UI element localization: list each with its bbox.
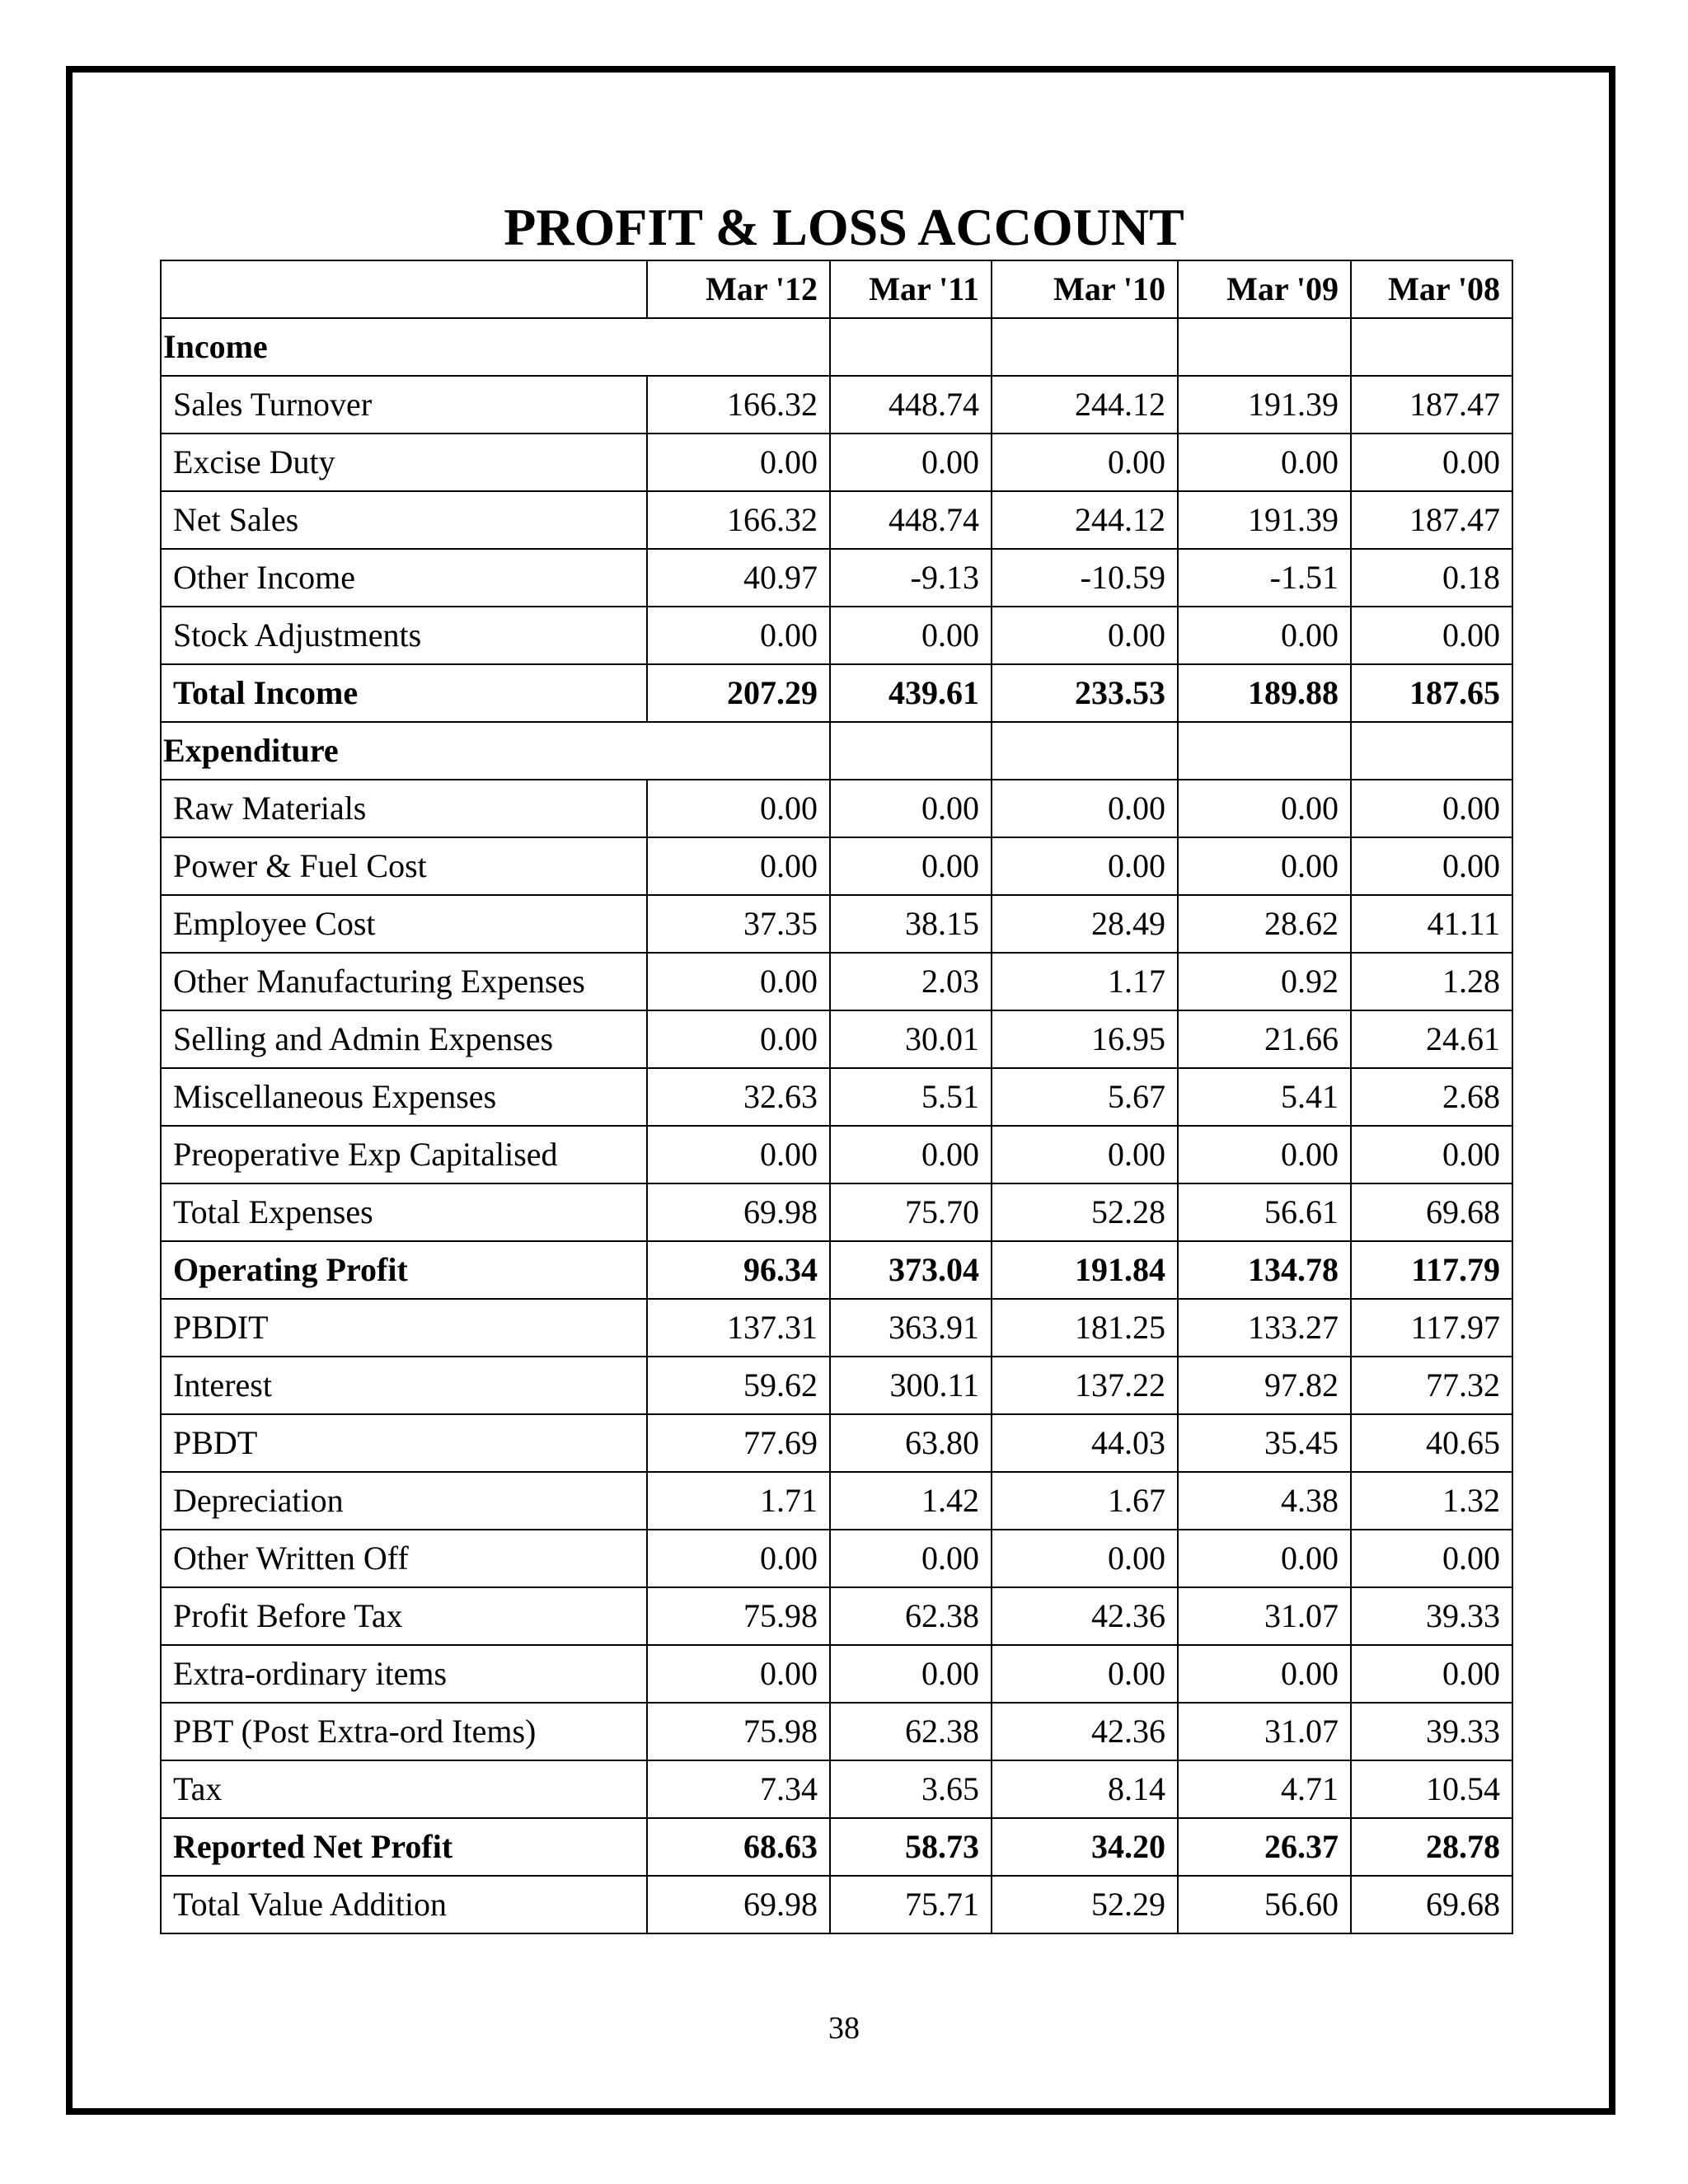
table-row <box>161 664 1512 722</box>
value-cell: 1.32 <box>1351 1472 1512 1530</box>
value-cell: 0.00 <box>992 607 1178 664</box>
value-cell: 28.49 <box>992 895 1178 953</box>
value-cell: 0.00 <box>1351 1530 1512 1587</box>
value-cell: 233.53 <box>992 664 1178 722</box>
value-cell: 166.32 <box>647 376 830 434</box>
value-cell: 448.74 <box>830 491 992 549</box>
table-row <box>161 1241 1512 1299</box>
header-blank-cell <box>161 260 647 318</box>
value-cell: 39.33 <box>1351 1703 1512 1760</box>
value-cell: 0.92 <box>1178 953 1351 1010</box>
empty-cell <box>1351 722 1512 780</box>
value-cell: 0.00 <box>647 1645 830 1703</box>
value-cell: 52.29 <box>992 1876 1178 1933</box>
value-cell: 117.97 <box>1351 1299 1512 1357</box>
table-row <box>161 1126 1512 1183</box>
value-cell: 8.14 <box>992 1760 1178 1818</box>
value-cell: 75.70 <box>830 1183 992 1241</box>
value-cell: 0.00 <box>1178 780 1351 837</box>
value-cell: -1.51 <box>1178 549 1351 607</box>
value-cell: 0.00 <box>1351 780 1512 837</box>
table-row <box>161 1703 1512 1760</box>
value-cell: 0.00 <box>992 837 1178 895</box>
value-cell: 0.00 <box>1178 607 1351 664</box>
table-row <box>161 895 1512 953</box>
value-cell: 0.00 <box>647 1530 830 1587</box>
table-row <box>161 1183 1512 1241</box>
value-cell: 77.32 <box>1351 1357 1512 1414</box>
value-cell: 207.29 <box>647 664 830 722</box>
value-cell: 166.32 <box>647 491 830 549</box>
row-label: Excise Duty <box>161 434 647 491</box>
value-cell: 7.34 <box>647 1760 830 1818</box>
table-row <box>161 1876 1512 1933</box>
value-cell: 0.00 <box>992 1126 1178 1183</box>
value-cell: 0.00 <box>1178 1530 1351 1587</box>
value-cell: 59.62 <box>647 1357 830 1414</box>
table-body <box>161 318 1512 1933</box>
value-cell: 97.82 <box>1178 1357 1351 1414</box>
value-cell: 0.00 <box>647 434 830 491</box>
value-cell: 0.00 <box>830 1126 992 1183</box>
value-cell: 300.11 <box>830 1357 992 1414</box>
value-cell: 32.63 <box>647 1068 830 1126</box>
table-row <box>161 549 1512 607</box>
value-cell: 75.98 <box>647 1703 830 1760</box>
row-label: Extra-ordinary items <box>161 1645 647 1703</box>
value-cell: 58.73 <box>830 1818 992 1876</box>
value-cell: 244.12 <box>992 376 1178 434</box>
value-cell: 10.54 <box>1351 1760 1512 1818</box>
value-cell: 41.11 <box>1351 895 1512 953</box>
row-label: Depreciation <box>161 1472 647 1530</box>
page-number: 38 <box>828 2011 860 2046</box>
row-label: PBDIT <box>161 1299 647 1357</box>
value-cell: 191.39 <box>1178 376 1351 434</box>
table-row <box>161 1530 1512 1587</box>
value-cell: 4.38 <box>1178 1472 1351 1530</box>
row-label: Sales Turnover <box>161 376 647 434</box>
value-cell: 0.00 <box>647 1126 830 1183</box>
value-cell: 181.25 <box>992 1299 1178 1357</box>
value-cell: 62.38 <box>830 1703 992 1760</box>
value-cell: 63.80 <box>830 1414 992 1472</box>
profit-loss-table <box>160 260 1513 1934</box>
value-cell: 117.79 <box>1351 1241 1512 1299</box>
value-cell: 0.00 <box>1178 1126 1351 1183</box>
value-cell: 56.61 <box>1178 1183 1351 1241</box>
value-cell: 26.37 <box>1178 1818 1351 1876</box>
section-heading: Income <box>161 318 830 376</box>
value-cell: 0.00 <box>647 837 830 895</box>
table-row <box>161 953 1512 1010</box>
value-cell: 0.00 <box>1178 837 1351 895</box>
column-header: Mar '09 <box>1178 260 1351 318</box>
value-cell: 77.69 <box>647 1414 830 1472</box>
value-cell: 0.00 <box>992 1645 1178 1703</box>
section-heading-row <box>161 722 1512 780</box>
value-cell: 31.07 <box>1178 1703 1351 1760</box>
value-cell: 191.84 <box>992 1241 1178 1299</box>
column-header: Mar '12 <box>647 260 830 318</box>
row-label: Other Income <box>161 549 647 607</box>
column-header: Mar '10 <box>992 260 1178 318</box>
value-cell: 0.00 <box>647 1010 830 1068</box>
empty-cell <box>1178 318 1351 376</box>
value-cell: 0.00 <box>647 780 830 837</box>
row-label: Reported Net Profit <box>161 1818 647 1876</box>
value-cell: 189.88 <box>1178 664 1351 722</box>
value-cell: 0.00 <box>647 953 830 1010</box>
value-cell: 21.66 <box>1178 1010 1351 1068</box>
row-label: Total Expenses <box>161 1183 647 1241</box>
row-label: Raw Materials <box>161 780 647 837</box>
section-heading: Expenditure <box>161 722 830 780</box>
value-cell: 2.68 <box>1351 1068 1512 1126</box>
value-cell: 69.68 <box>1351 1876 1512 1933</box>
value-cell: 1.67 <box>992 1472 1178 1530</box>
value-cell: 34.20 <box>992 1818 1178 1876</box>
value-cell: 24.61 <box>1351 1010 1512 1068</box>
row-label: Preoperative Exp Capitalised <box>161 1126 647 1183</box>
value-cell: 0.00 <box>992 780 1178 837</box>
value-cell: 439.61 <box>830 664 992 722</box>
empty-cell <box>830 722 992 780</box>
row-label: PBT (Post Extra-ord Items) <box>161 1703 647 1760</box>
value-cell: 52.28 <box>992 1183 1178 1241</box>
value-cell: 187.47 <box>1351 491 1512 549</box>
value-cell: 137.22 <box>992 1357 1178 1414</box>
table-row <box>161 780 1512 837</box>
empty-cell <box>1178 722 1351 780</box>
row-label: PBDT <box>161 1414 647 1472</box>
row-label: Total Value Addition <box>161 1876 647 1933</box>
row-label: Employee Cost <box>161 895 647 953</box>
value-cell: 0.00 <box>1178 434 1351 491</box>
value-cell: 0.00 <box>830 607 992 664</box>
column-header: Mar '08 <box>1351 260 1512 318</box>
value-cell: 68.63 <box>647 1818 830 1876</box>
table-row <box>161 1010 1512 1068</box>
value-cell: 1.28 <box>1351 953 1512 1010</box>
value-cell: 0.00 <box>1351 1126 1512 1183</box>
value-cell: 0.00 <box>1351 1645 1512 1703</box>
value-cell: 0.00 <box>992 1530 1178 1587</box>
value-cell: 133.27 <box>1178 1299 1351 1357</box>
value-cell: 69.68 <box>1351 1183 1512 1241</box>
table-row <box>161 607 1512 664</box>
value-cell: 5.41 <box>1178 1068 1351 1126</box>
value-cell: 0.00 <box>1351 434 1512 491</box>
row-label: Other Written Off <box>161 1530 647 1587</box>
row-label: Net Sales <box>161 491 647 549</box>
row-label: Selling and Admin Expenses <box>161 1010 647 1068</box>
value-cell: 42.36 <box>992 1703 1178 1760</box>
value-cell: 244.12 <box>992 491 1178 549</box>
row-label: Stock Adjustments <box>161 607 647 664</box>
value-cell: 62.38 <box>830 1587 992 1645</box>
value-cell: 0.00 <box>830 780 992 837</box>
value-cell: 31.07 <box>1178 1587 1351 1645</box>
row-label: Total Income <box>161 664 647 722</box>
table-row <box>161 1818 1512 1876</box>
value-cell: 187.47 <box>1351 376 1512 434</box>
empty-cell <box>992 318 1178 376</box>
section-heading-row <box>161 318 1512 376</box>
row-label: Operating Profit <box>161 1241 647 1299</box>
value-cell: 3.65 <box>830 1760 992 1818</box>
empty-cell <box>830 318 992 376</box>
value-cell: 28.78 <box>1351 1818 1512 1876</box>
value-cell: 1.42 <box>830 1472 992 1530</box>
value-cell: 448.74 <box>830 376 992 434</box>
row-label: Interest <box>161 1357 647 1414</box>
value-cell: 44.03 <box>992 1414 1178 1472</box>
value-cell: 35.45 <box>1178 1414 1351 1472</box>
header-row <box>161 260 1512 318</box>
value-cell: 134.78 <box>1178 1241 1351 1299</box>
column-header: Mar '11 <box>830 260 992 318</box>
value-cell: 0.00 <box>1178 1645 1351 1703</box>
value-cell: 0.00 <box>830 434 992 491</box>
table-row <box>161 837 1512 895</box>
value-cell: 137.31 <box>647 1299 830 1357</box>
value-cell: 0.18 <box>1351 549 1512 607</box>
value-cell: 0.00 <box>830 1530 992 1587</box>
value-cell: 75.98 <box>647 1587 830 1645</box>
value-cell: 69.98 <box>647 1876 830 1933</box>
value-cell: 0.00 <box>1351 607 1512 664</box>
value-cell: 1.17 <box>992 953 1178 1010</box>
value-cell: 0.00 <box>830 837 992 895</box>
table-row <box>161 1645 1512 1703</box>
table-row <box>161 376 1512 434</box>
value-cell: 5.51 <box>830 1068 992 1126</box>
value-cell: 40.97 <box>647 549 830 607</box>
row-label: Tax <box>161 1760 647 1818</box>
value-cell: 5.67 <box>992 1068 1178 1126</box>
value-cell: 96.34 <box>647 1241 830 1299</box>
value-cell: 0.00 <box>830 1645 992 1703</box>
value-cell: 40.65 <box>1351 1414 1512 1472</box>
table-row <box>161 491 1512 549</box>
value-cell: 0.00 <box>1351 837 1512 895</box>
table-row <box>161 1587 1512 1645</box>
value-cell: 0.00 <box>992 434 1178 491</box>
row-label: Profit Before Tax <box>161 1587 647 1645</box>
empty-cell <box>992 722 1178 780</box>
table-row <box>161 1472 1512 1530</box>
table-row <box>161 1414 1512 1472</box>
value-cell: 75.71 <box>830 1876 992 1933</box>
table-row <box>161 1299 1512 1357</box>
value-cell: 39.33 <box>1351 1587 1512 1645</box>
value-cell: -9.13 <box>830 549 992 607</box>
value-cell: 37.35 <box>647 895 830 953</box>
value-cell: 187.65 <box>1351 664 1512 722</box>
table-row <box>161 1068 1512 1126</box>
value-cell: 191.39 <box>1178 491 1351 549</box>
value-cell: 42.36 <box>992 1587 1178 1645</box>
row-label: Other Manufacturing Expenses <box>161 953 647 1010</box>
value-cell: -10.59 <box>992 549 1178 607</box>
value-cell: 69.98 <box>647 1183 830 1241</box>
value-cell: 38.15 <box>830 895 992 953</box>
value-cell: 373.04 <box>830 1241 992 1299</box>
value-cell: 2.03 <box>830 953 992 1010</box>
value-cell: 30.01 <box>830 1010 992 1068</box>
table-row <box>161 1760 1512 1818</box>
value-cell: 16.95 <box>992 1010 1178 1068</box>
row-label: Power & Fuel Cost <box>161 837 647 895</box>
page-title: PROFIT & LOSS ACCOUNT <box>504 198 1184 256</box>
value-cell: 0.00 <box>647 607 830 664</box>
value-cell: 28.62 <box>1178 895 1351 953</box>
table-row <box>161 1357 1512 1414</box>
row-label: Miscellaneous Expenses <box>161 1068 647 1126</box>
value-cell: 363.91 <box>830 1299 992 1357</box>
table-row <box>161 434 1512 491</box>
value-cell: 1.71 <box>647 1472 830 1530</box>
empty-cell <box>1351 318 1512 376</box>
value-cell: 4.71 <box>1178 1760 1351 1818</box>
value-cell: 56.60 <box>1178 1876 1351 1933</box>
